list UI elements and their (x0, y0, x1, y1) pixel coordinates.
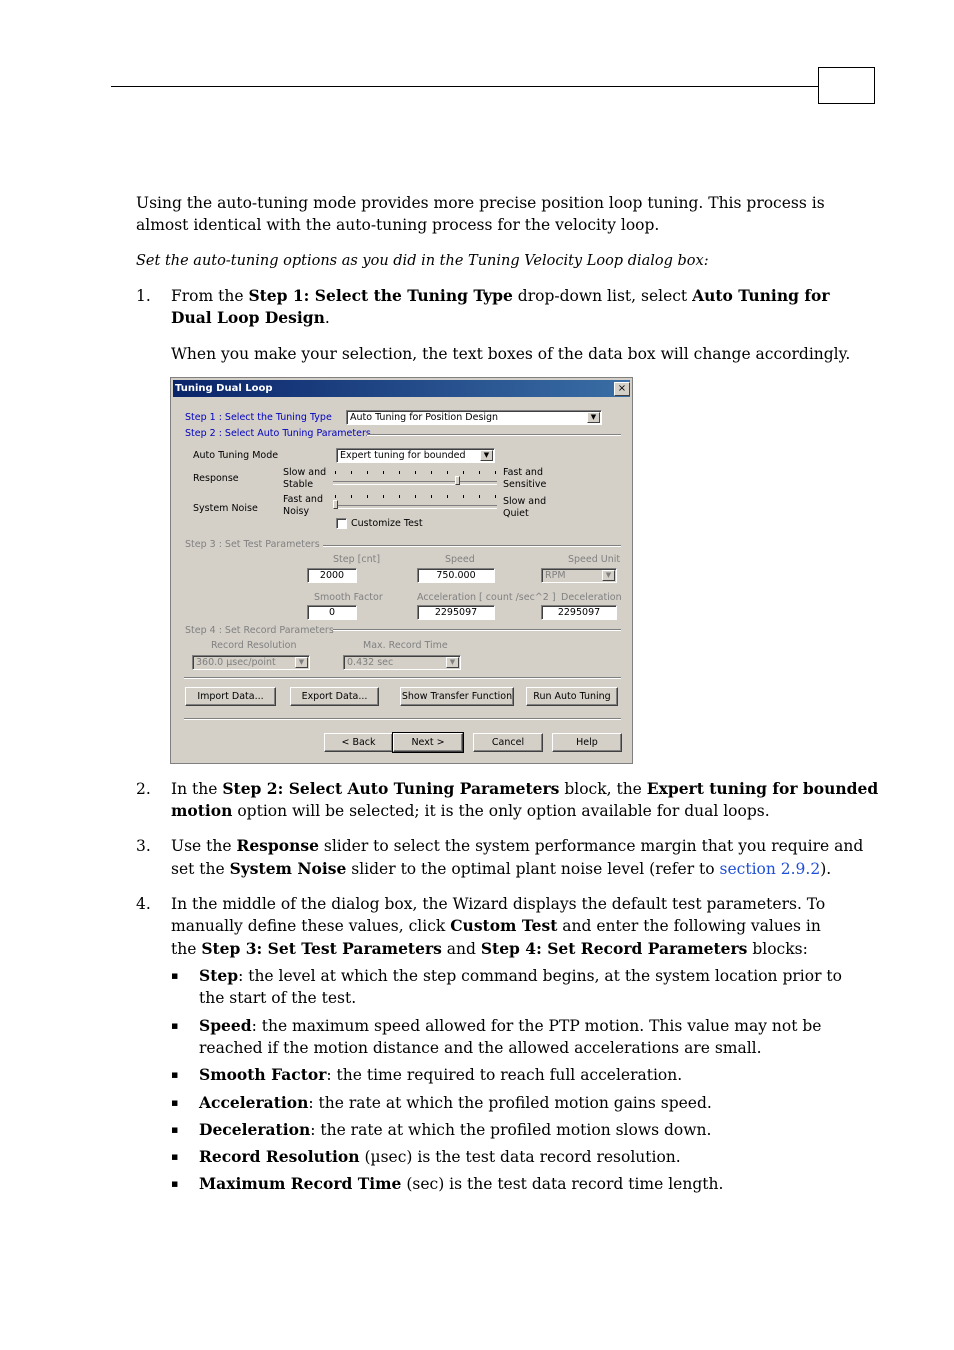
run-auto-tuning-button[interactable]: Run Auto Tuning (526, 687, 618, 706)
slider-tick (415, 471, 416, 474)
noise-track (333, 505, 497, 509)
show-transfer-function-button[interactable]: Show Transfer Function (400, 687, 514, 706)
help-button[interactable]: Help (552, 733, 622, 752)
slider-tick (495, 471, 496, 474)
tuning-mode-select[interactable]: Expert tuning for bounded ▼ (336, 448, 495, 463)
bullet-speed: Speed: the maximum speed allowed for the PTP motion. This value may not be (199, 1016, 822, 1035)
step-2-number: 2. (136, 780, 151, 798)
fast-sensitive-1: Fast and (503, 467, 543, 478)
response-label: Response (193, 473, 239, 484)
response-slider[interactable] (333, 468, 497, 488)
tuning-dual-loop-dialog (170, 377, 633, 764)
close-button[interactable]: × (614, 382, 630, 396)
noise-thumb[interactable] (333, 500, 338, 509)
slider-tick (399, 471, 400, 474)
decel-label: Deceleration (561, 592, 622, 603)
bullet-icon: ▪ (171, 1068, 179, 1081)
slow-quiet-1: Slow and (503, 496, 547, 507)
slow-quiet-2: Quiet (503, 508, 529, 519)
speed-unit-label: Speed Unit (568, 554, 621, 565)
step3-label: Step 3 : Set Test Parameters (185, 539, 320, 550)
export-data-button[interactable]: Export Data... (290, 687, 379, 706)
smooth-label: Smooth Factor (314, 592, 383, 603)
step1-label: Step 1 : Select the Tuning Type (185, 412, 332, 423)
bullet-deceleration: Deceleration: the rate at which the profiled motion slows down. (199, 1120, 712, 1139)
slider-tick (495, 495, 496, 498)
bullet-smooth: Smooth Factor: the time required to reach full acceleration. (199, 1065, 683, 1084)
chevron-down-icon: ▼ (602, 570, 615, 581)
intro-italic: Set the auto-tuning options as you did in the Tuning Velocity Loop dialog box: (136, 253, 709, 269)
slider-tick (479, 471, 480, 474)
slider-tick (351, 471, 352, 474)
customize-test-label: Customize Test (351, 518, 423, 529)
chevron-down-icon: ▼ (446, 657, 459, 668)
bullet-step-cont: the start of the test. (199, 989, 357, 1007)
speed-unit-select[interactable]: RPM ▼ (541, 568, 617, 583)
fast-noisy-1: Fast and (283, 494, 323, 505)
slider-tick (415, 495, 416, 498)
response-thumb[interactable] (455, 476, 460, 485)
fast-noisy-2: Noisy (283, 506, 310, 517)
buttons-separator-1 (184, 677, 621, 679)
response-track (333, 481, 497, 485)
step-1-line-1: From the Step 1: Select the Tuning Type drop-down list, select Auto Tuning for (171, 286, 830, 305)
bullet-speed-cont: reached if the motion distance and the allowed accelerations are small. (199, 1039, 762, 1057)
bullet-icon: ▪ (171, 1096, 179, 1109)
step-4-line-3: the Step 3: Set Test Parameters and Step 4: Set Record Parameters blocks: (171, 939, 808, 958)
accel-input[interactable]: 2295097 (417, 605, 495, 620)
bullet-max-record-time: Maximum Record Time (sec) is the test data record time length. (199, 1174, 724, 1193)
next-button[interactable]: Next > (393, 733, 463, 752)
slider-tick (351, 495, 352, 498)
selection-note: When you make your selection, the text boxes of the data box will change accordingly. (171, 345, 851, 363)
chevron-down-icon: ▼ (295, 657, 308, 668)
mode-label: Auto Tuning Mode (193, 450, 279, 461)
step-1-number: 1. (136, 287, 151, 305)
max-rec-select[interactable]: 0.432 sec ▼ (343, 655, 461, 670)
dialog-title: Tuning Dual Loop (173, 380, 630, 397)
bullet-step: Step: the level at which the step command begins, at the system location prior to (199, 966, 842, 985)
page-number-box (818, 67, 875, 104)
bullet-acceleration: Acceleration: the rate at which the profiled motion gains speed. (199, 1093, 712, 1112)
step-cnt-label: Step [cnt] (333, 554, 381, 565)
slider-tick (399, 495, 400, 498)
slider-tick (335, 471, 336, 474)
bullet-icon: ▪ (171, 1123, 179, 1136)
slider-tick (431, 495, 432, 498)
decel-input[interactable]: 2295097 (541, 605, 617, 620)
step-4-number: 4. (136, 895, 151, 913)
chevron-down-icon: ▼ (480, 450, 493, 461)
bullet-icon: ▪ (171, 969, 179, 982)
step3-separator (323, 545, 621, 547)
slider-tick (431, 471, 432, 474)
slider-tick (447, 495, 448, 498)
slow-stable-2: Stable (283, 479, 314, 490)
step-3-line-1: Use the Response slider to select the system performance margin that you require and (171, 836, 864, 855)
noise-slider[interactable] (333, 492, 497, 512)
smooth-input[interactable]: 0 (307, 605, 357, 620)
slider-tick (335, 495, 336, 498)
step-cnt-input[interactable]: 2000 (307, 568, 357, 583)
slow-stable-1: Slow and (283, 467, 327, 478)
buttons-separator-2 (184, 718, 621, 720)
step4-separator (333, 629, 621, 631)
speed-label: Speed (445, 554, 475, 565)
speed-input[interactable]: 750.000 (417, 568, 495, 583)
step-3-number: 3. (136, 837, 151, 855)
slider-tick (367, 471, 368, 474)
slider-tick (367, 495, 368, 498)
step-4-line-2: manually define these values, click Custom Test and enter the following values in (171, 916, 821, 935)
noise-label: System Noise (193, 503, 258, 514)
customize-test-checkbox[interactable] (336, 518, 347, 529)
rec-res-label: Record Resolution (211, 640, 297, 651)
import-data-button[interactable]: Import Data... (185, 687, 276, 706)
step2-label: Step 2 : Select Auto Tuning Parameters (185, 428, 371, 439)
slider-tick (383, 495, 384, 498)
bullet-record-resolution: Record Resolution (µsec) is the test data record resolution. (199, 1147, 681, 1166)
intro-line-1: Using the auto-tuning mode provides more precise position loop tuning. This process is (136, 194, 825, 212)
bullet-icon: ▪ (171, 1177, 179, 1190)
header-rule (111, 86, 819, 87)
section-link[interactable]: section 2.9.2 (719, 860, 821, 878)
fast-sensitive-2: Sensitive (503, 479, 547, 490)
step4-label: Step 4 : Set Record Parameters (185, 625, 334, 636)
slider-tick (479, 495, 480, 498)
step-4-line-1: In the middle of the dialog box, the Wizard displays the default test parameters. To (171, 895, 826, 913)
step2-separator (367, 434, 621, 436)
tuning-type-select[interactable]: Auto Tuning for Position Design ▼ (346, 410, 602, 425)
bullet-icon: ▪ (171, 1150, 179, 1163)
step-2-line-1: In the Step 2: Select Auto Tuning Parameters block, the Expert tuning for bounded (171, 779, 879, 798)
slider-tick (463, 471, 464, 474)
chevron-down-icon: ▼ (587, 412, 600, 423)
cancel-button[interactable]: Cancel (473, 733, 543, 752)
bullet-icon: ▪ (171, 1019, 179, 1032)
step-1-line-2: Dual Loop Design. (171, 308, 330, 327)
intro-line-2: almost identical with the auto-tuning process for the velocity loop. (136, 216, 660, 234)
step-2-line-2: motion option will be selected; it is the only option available for dual loops. (171, 801, 770, 820)
slider-tick (383, 471, 384, 474)
rec-res-select[interactable]: 360.0 µsec/point ▼ (192, 655, 310, 670)
max-rec-label: Max. Record Time (363, 640, 448, 651)
slider-tick (447, 471, 448, 474)
back-button[interactable]: < Back (324, 733, 393, 752)
step-3-line-2: set the System Noise slider to the optimal plant noise level (refer to section 2.9.2). (171, 859, 832, 878)
accel-label: Acceleration [ count /sec^2 ] (417, 592, 556, 603)
slider-tick (463, 495, 464, 498)
